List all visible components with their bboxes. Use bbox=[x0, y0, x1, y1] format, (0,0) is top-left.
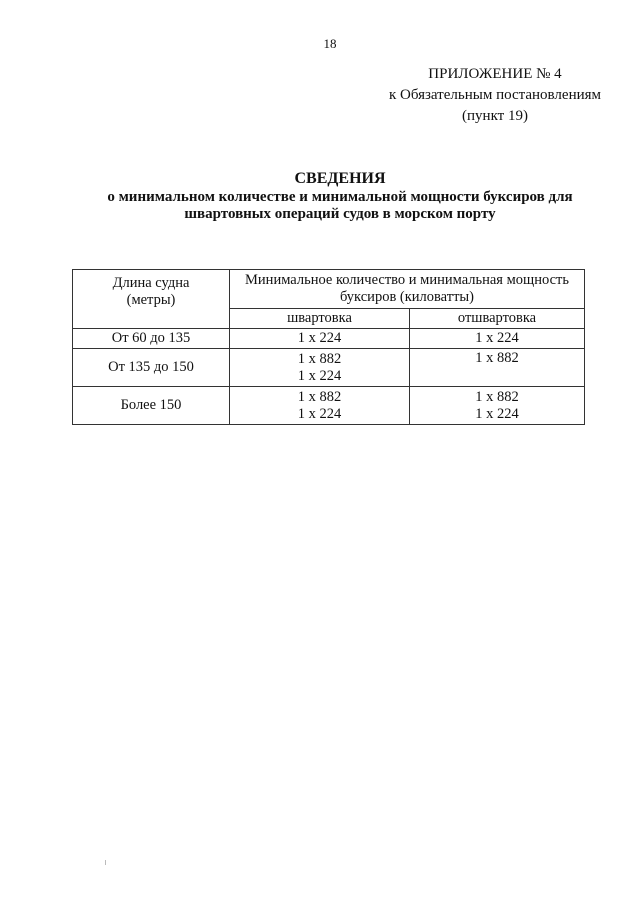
header-tug-requirements bbox=[230, 270, 585, 309]
header-text: (метры) bbox=[126, 292, 176, 308]
cell-length: От 60 до 135 bbox=[73, 329, 230, 349]
header-text: Длина судна bbox=[112, 275, 190, 291]
cell-unmooring bbox=[410, 349, 585, 387]
header-text: Минимальное количество и минимальная мощность bbox=[245, 272, 569, 288]
table-row bbox=[73, 387, 585, 425]
value: 1 x 224 bbox=[297, 405, 342, 422]
appendix-title: ПРИЛОЖЕНИЕ № 4 bbox=[428, 66, 562, 82]
subheader-mooring: швартовка bbox=[230, 309, 410, 329]
page-number: 18 bbox=[323, 36, 337, 51]
tugboat-requirements-table bbox=[72, 269, 585, 425]
value: 1 x 224 bbox=[475, 405, 519, 422]
scan-artifact bbox=[105, 860, 106, 865]
document-heading bbox=[60, 170, 620, 223]
cell-length: Более 150 bbox=[73, 387, 230, 425]
cell-mooring: 1 x 224 bbox=[230, 329, 410, 349]
heading-subtitle: о минимальном количестве и минимальной мощности буксиров для bbox=[107, 189, 573, 205]
table-row bbox=[73, 329, 585, 349]
heading-title: СВЕДЕНИЯ bbox=[294, 170, 386, 187]
value: 1 x 882 bbox=[297, 388, 342, 405]
appendix-line: (пункт 19) bbox=[462, 108, 528, 124]
value: 1 x 224 bbox=[297, 367, 342, 384]
cell-mooring bbox=[230, 387, 410, 425]
cell-length: От 135 до 150 bbox=[73, 349, 230, 387]
subheader-unmooring: отшвартовка bbox=[410, 309, 585, 329]
appendix-line: к Обязательным постановлениям bbox=[388, 87, 602, 103]
header-text: буксиров (киловатты) bbox=[339, 289, 474, 305]
table-row bbox=[73, 349, 585, 387]
heading-subtitle: швартовных операций судов в морском порту bbox=[184, 206, 496, 222]
header-vessel-length bbox=[73, 270, 230, 329]
value: 1 x 882 bbox=[297, 350, 342, 367]
value: 1 x 882 bbox=[475, 388, 519, 405]
cell-mooring bbox=[230, 349, 410, 387]
cell-unmooring bbox=[410, 387, 585, 425]
value: 1 x 882 bbox=[475, 350, 519, 366]
appendix-reference bbox=[380, 64, 610, 127]
cell-unmooring: 1 x 224 bbox=[410, 329, 585, 349]
